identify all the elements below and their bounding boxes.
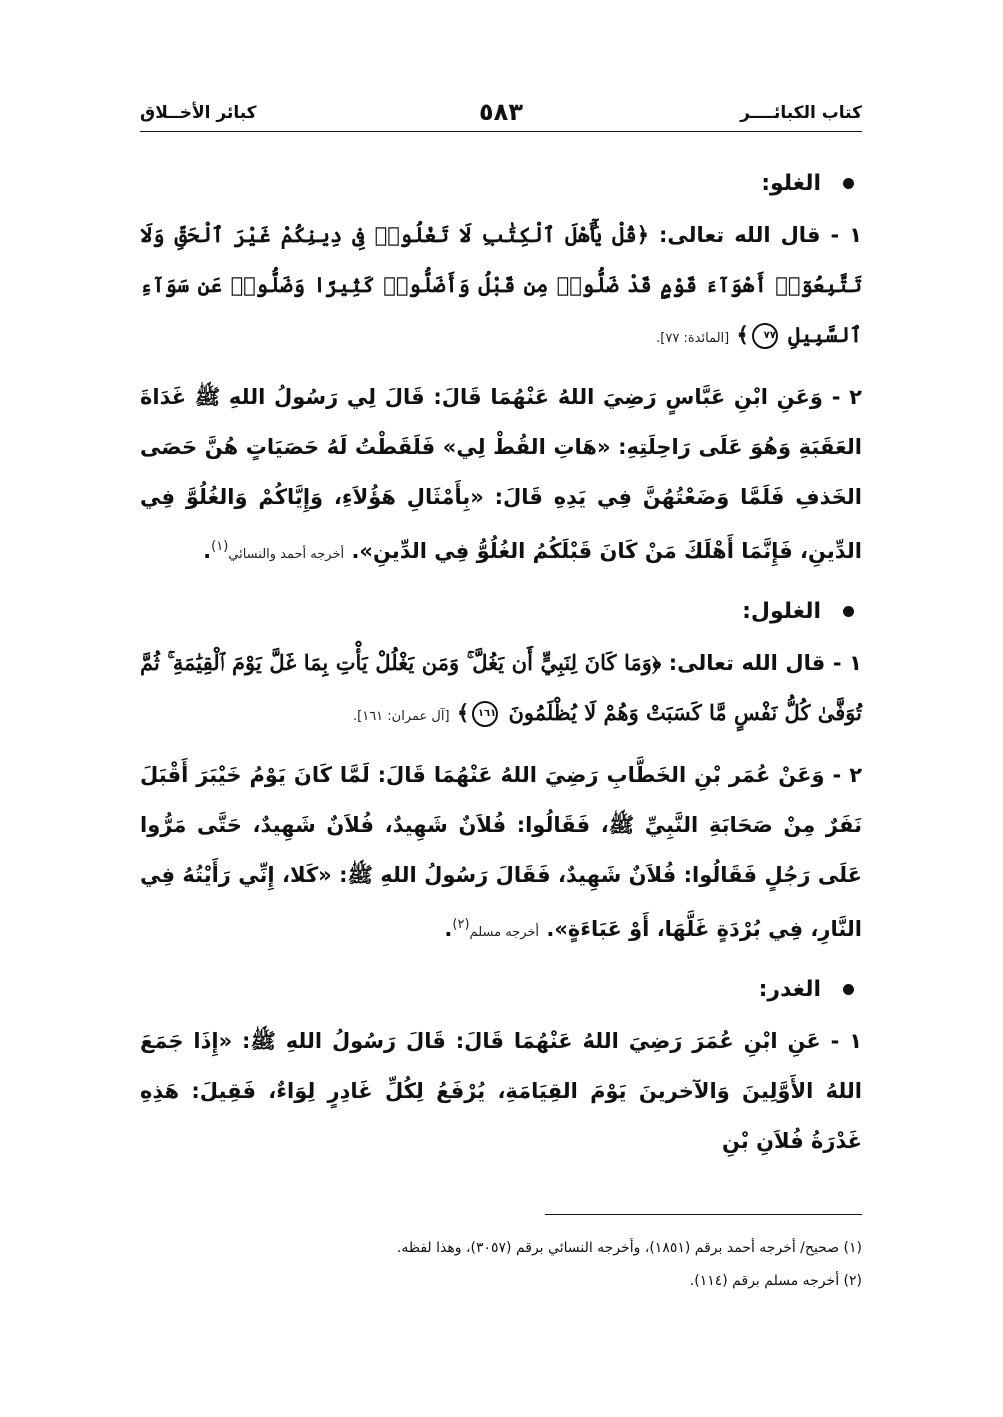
header-book-title: كتاب الكبائــــر — [740, 103, 862, 123]
item-lead: قال الله تعالى: — [668, 651, 826, 675]
list-item — [140, 210, 862, 364]
list-item — [140, 750, 862, 958]
bullet-icon — [843, 606, 854, 617]
footnote-1: (١) صحيح/ أخرجه أحمد برقم (١٨٥١)، وأخرجه النسائي برقم (٣٠٥٧)، وهذا لفظه. — [396, 1240, 862, 1256]
item-number: ١ - — [830, 223, 863, 247]
footnote-marker: (٢) — [452, 917, 470, 932]
item-end: . — [444, 917, 453, 941]
section-title — [140, 160, 862, 206]
running-header — [140, 98, 862, 132]
verse-reference: [آل عمران: ١٦١]. — [353, 709, 450, 724]
bullet-icon — [843, 984, 854, 995]
item-number: ٢ - — [832, 763, 863, 787]
section-ghadr — [140, 966, 862, 1166]
section-title-text: الغلو: — [761, 170, 821, 196]
list-item — [140, 372, 862, 580]
section-ghuluw — [140, 160, 862, 580]
footnote-marker: (١) — [211, 539, 229, 554]
section-title-text: الغلول: — [742, 598, 821, 624]
footnote-2: (٢) أخرجه مسلم برقم (١١٤). — [689, 1273, 862, 1289]
main-content — [140, 160, 862, 1174]
quran-close-bracket: ﴾ — [456, 700, 470, 725]
page-number: ٥٨٣ — [479, 98, 523, 126]
item-number: ٢ - — [831, 385, 862, 409]
item-lead: قال الله تعالى: — [659, 223, 821, 247]
header-chapter-title: كبائر الأخــلاق — [140, 103, 257, 123]
hadith-text: وَعَنِ ابْنِ عَبَّاسٍ رَضِيَ اللهُ عَنْهُمَا قَالَ: قَالَ لِي رَسُولُ اللهِ ﷺ غَدَاةَ العَقَبَةِ وَهُوَ عَلَى رَاحِلَتِهِ: «هَاتِ القُطْ لِي» فَلَقَطْتُ لَهُ حَصَيَاتٍ هُنَّ حَصَى الخَذفِ فَلَمَّا وَضَعْتُهُنَّ فِي يَدِهِ قَالَ: «بِأَمْثَالِ هَؤُلاَءِ، وَإِيَّاكُمْ وَالغُلُوَّ فِي الدِّينِ، فَإِنَّمَا أَهْلَكَ مَنْ كَانَ قَبْلَكُمُ الغُلُوُّ فِي الدِّينِ». — [140, 385, 862, 563]
section-title — [140, 966, 862, 1012]
bullet-icon — [843, 178, 854, 189]
footnote-rule — [545, 1214, 862, 1215]
verse-reference: [المائدة: ٧٧]. — [656, 331, 730, 346]
section-title — [140, 588, 862, 634]
quran-verse: ﴿وَمَا كَانَ لِنَبِيٍّ أَن يَغُلَّ ۚ وَمَن يَغْلُلْ يَأْتِ بِمَا غَلَّ يَوْمَ ٱلْقِيَٰمَةِ ۚ ثُمَّ تُوَفَّىٰ كُلُّ نَفْسٍ مَّا كَسَبَتْ وَهُمْ لَا يُظْلَمُونَ — [140, 650, 862, 725]
section-ghulul — [140, 588, 862, 958]
header-rule — [140, 131, 862, 132]
list-item — [140, 638, 862, 742]
item-number: ١ - — [830, 1029, 863, 1053]
ayah-number-icon: ١٦١ — [472, 701, 498, 727]
item-number: ١ - — [832, 651, 862, 675]
quran-close-bracket: ﴾ — [736, 322, 749, 347]
quran-verse: ﴿قُلْ يَٰٓأَهْلَ ٱلْكِتَٰبِ لَا تَغْلُوا۟ فِى دِينِكُمْ غَيْرَ ٱلْحَقِّ وَلَا تَتَّبِعُوٓا۟ أَهْوَآءَ قَوْمٍ قَدْ ضَلُّوا۟ مِن قَبْلُ وَأَضَلُّوا۟ كَثِيرًا وَضَلُّوا۟ عَن سَوَآءِ ٱلسَّبِيلِ — [140, 222, 862, 347]
hadith-source: أخرجه أحمد والنسائي — [228, 547, 345, 562]
hadith-source: أخرجه مسلم — [469, 925, 540, 940]
section-title-text: الغدر: — [758, 976, 821, 1002]
hadith-text: وَعَنْ عُمَر بْنِ الخَطَّابِ رَضِيَ اللهُ عَنْهُمَا قَالَ: لَمَّا كَانَ يَوْمُ خَيْبَرَ أَقْبَلَ نَفَرٌ مِنْ صَحَابَةِ النَّبِيِّ ﷺ، فَقَالُوا: فُلاَنٌ شَهِيدٌ، فُلاَنٌ شَهِيدٌ، حَتَّى مَرُّوا عَلَى رَجُلٍ فَقَالُوا: فُلاَنٌ شَهِيدٌ، فَقَالَ رَسُولُ اللهِ ﷺ: «كَلا، إِنِّي رَأَيْتُهُ فِي النَّارِ، فِي بُرْدَةٍ غَلَّهَا، أَوْ عَبَاءَةٍ». — [140, 763, 862, 941]
item-end: . — [203, 539, 212, 563]
ayah-number-icon: ٧٧ — [752, 323, 778, 349]
footnotes — [140, 1232, 862, 1298]
hadith-text: عَنِ ابْنِ عُمَرَ رَضِيَ اللهُ عَنْهُمَا قَالَ: قَالَ رَسُولُ اللهِ ﷺ: «إِذَا جَمَعَ اللهُ الأَوَّلِينَ وَالآخرينَ يَوْمَ القِيَامَةِ، يُرْفَعُ لِكُلِّ غَادِرٍ لِوَاءٌ، فَقِيلَ: هَذِهِ غَدْرَةُ فُلاَنِ بْنِ — [140, 1029, 862, 1153]
list-item — [140, 1016, 862, 1166]
